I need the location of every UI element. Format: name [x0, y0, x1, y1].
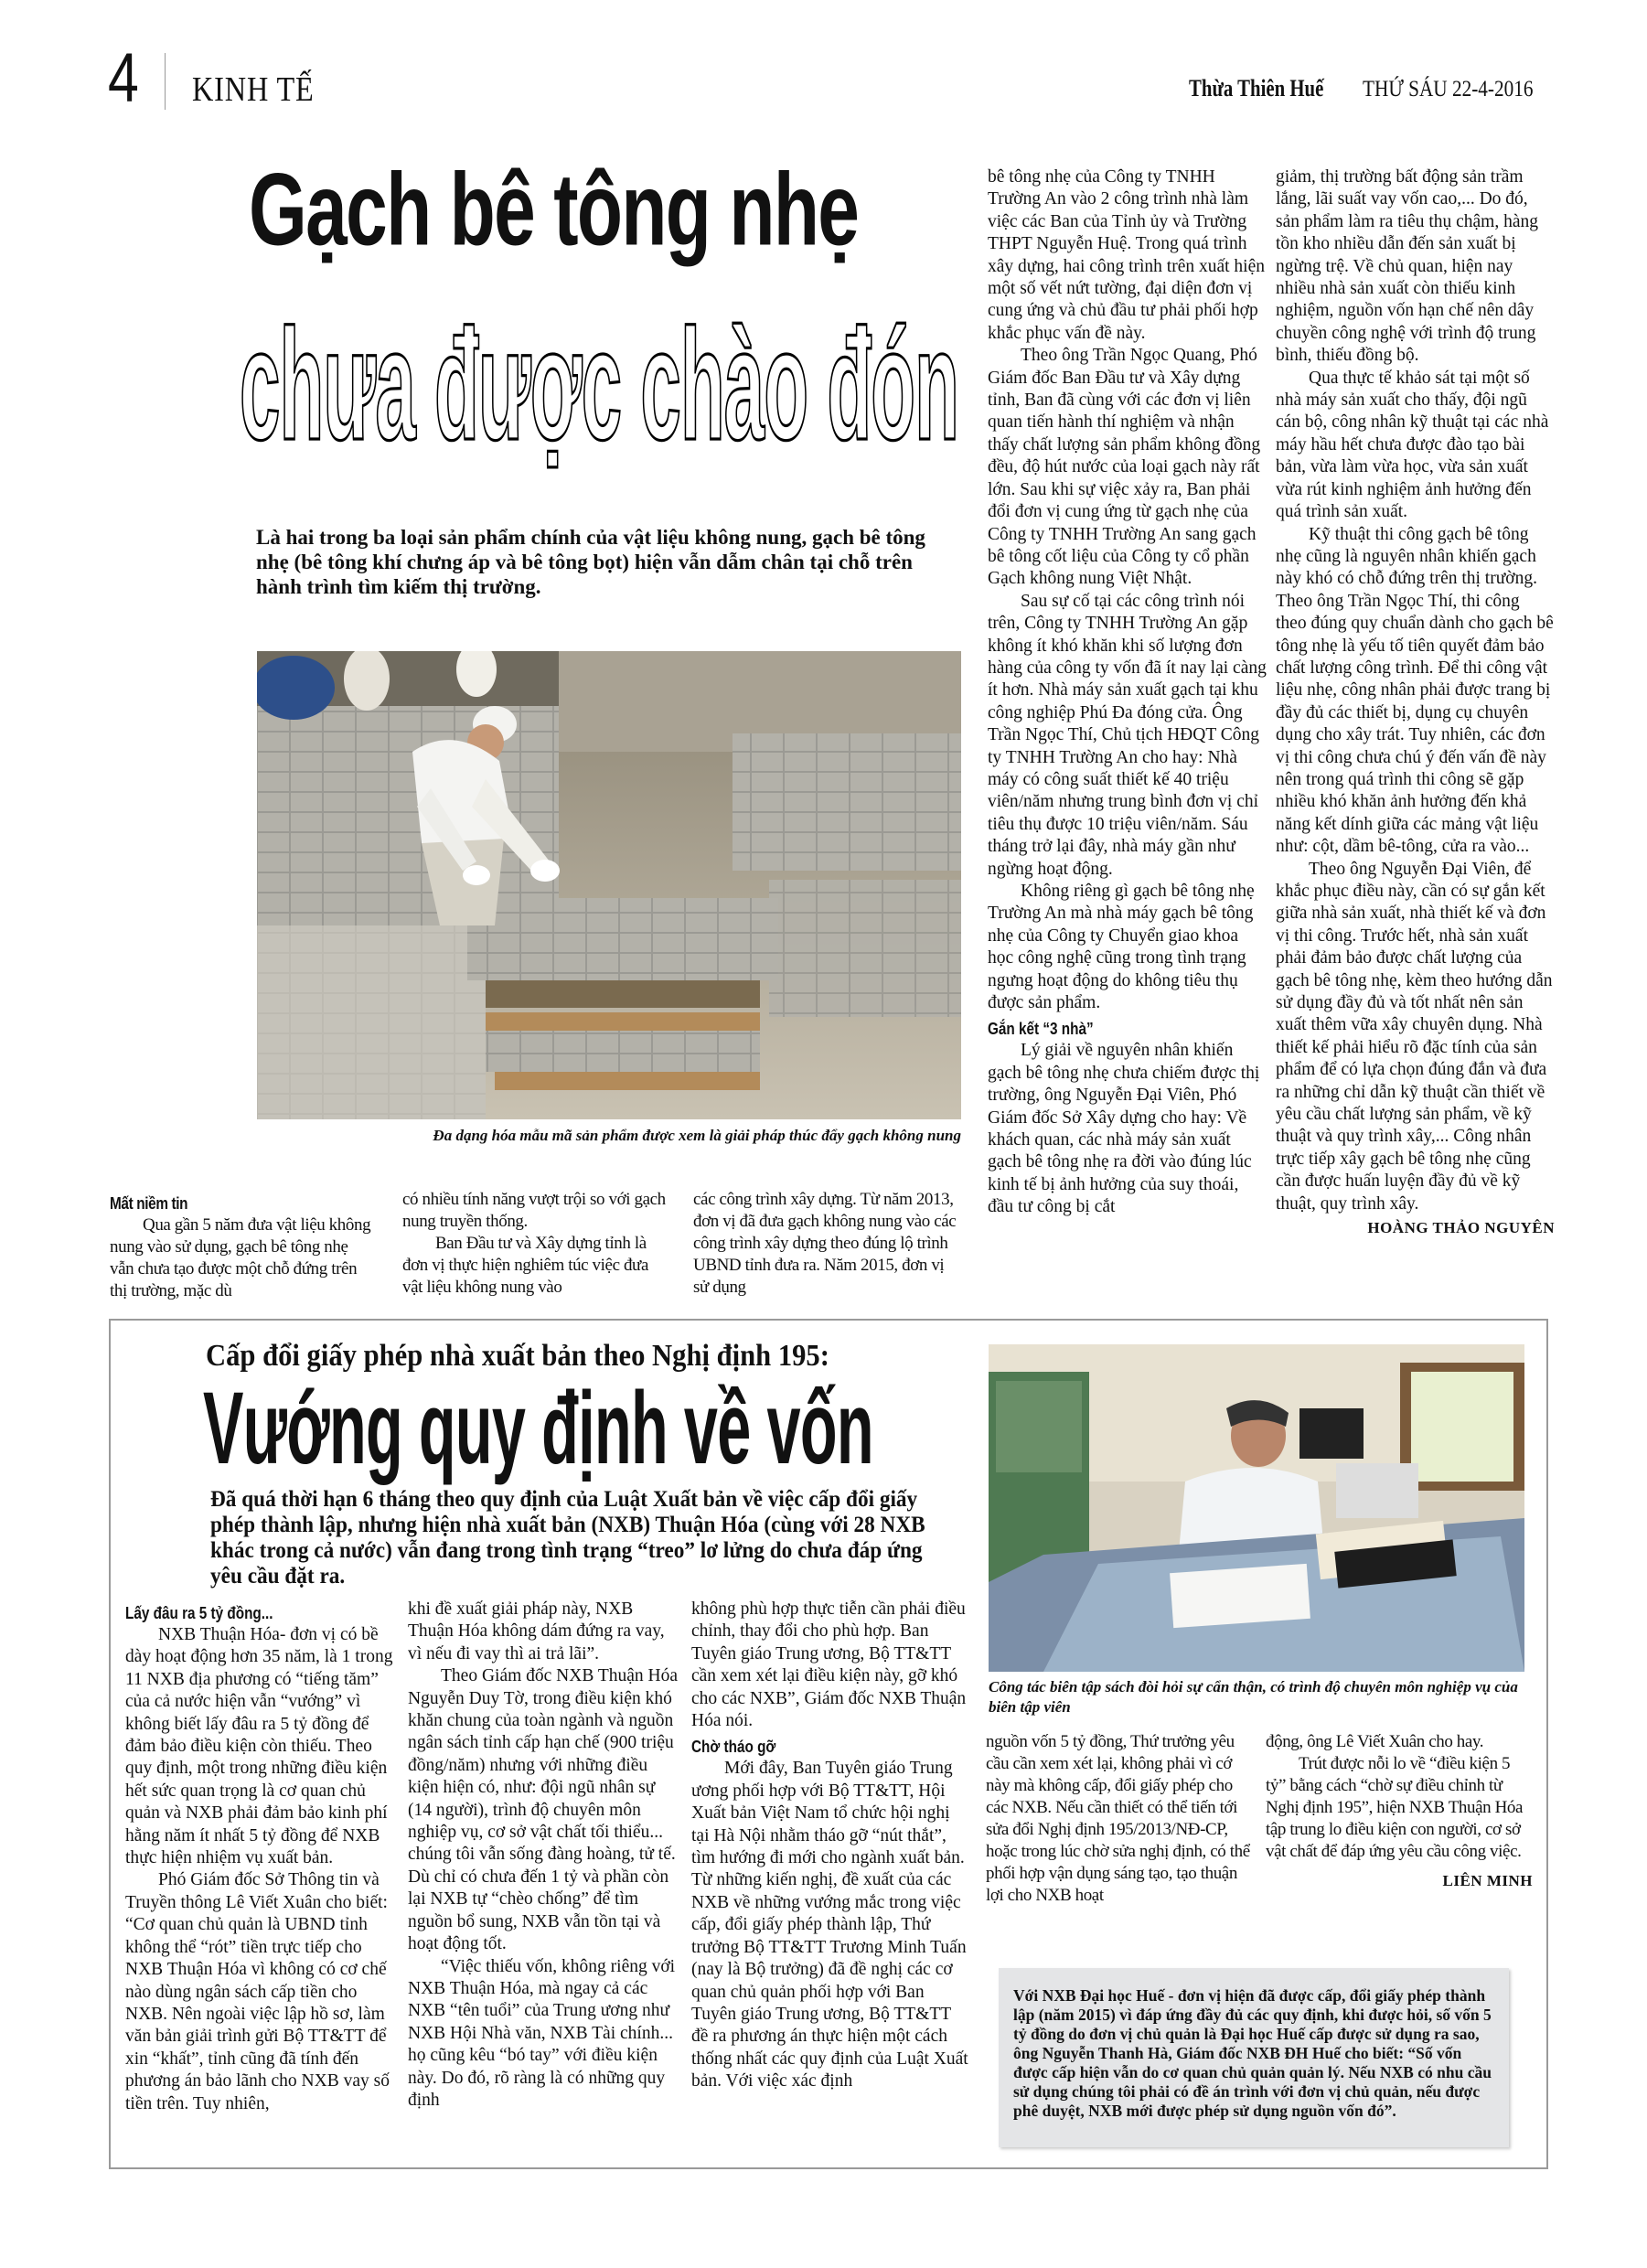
paragraph: khi đề xuất giải pháp này, NXB Thuận Hóa không dám đứng ra vay, vì nếu đi vay thì ai trả lãi”. — [408, 1599, 665, 1664]
subheading: Lấy đâu ra 5 tỷ đồng... — [125, 1604, 273, 1622]
paragraph: “Việc thiếu vốn, không riêng với NXB Thuận Hóa, mà ngay cả các NXB “tên tuổi” của Trung ương như NXB Hội Nhà văn, NXB Tài chính... họ cũng kêu “bó tay” với điều kiện này. Do đó, rõ ràng là có những quy định — [408, 1956, 676, 2110]
article2-byline: LIÊN MINH — [1442, 1872, 1533, 1889]
article1-photo-brick-worker — [257, 651, 961, 1119]
paragraph: Trút được nỗi lo về “điều kiện 5 tỷ” bằng cách “chờ sự điều chỉnh từ Nghị định 195”, hiện NXB Thuận Hóa tập trung lo điều kiện con người, cơ sở vật chất để đáp ứng yêu cầu công việc. — [1266, 1754, 1524, 1861]
article1-column-4 — [988, 166, 1267, 1219]
paragraph: bê tông nhẹ của Công ty TNHH Trường An vào 2 công trình nhà làm việc các Ban của Tỉnh ủy và Trường THPT Nguyễn Huệ. Trong quá trình xây dựng, hai công trình trên xuất hiện một số vết nứt tường, đại diện đơn vị cung ứng và chủ đầu tư phải phối hợp khắc phục vấn đề này. — [988, 167, 1265, 343]
issue-date: THỨ SÁU 22-4-2016 — [1363, 77, 1534, 102]
article1-column-5 — [1276, 166, 1555, 1240]
paragraph: Mới đây, Ban Tuyên giáo Trung ương phối hợp với Bộ TT&TT, Hội Xuất bản Việt Nam tổ chức hội nghị tại Hà Nội nhằm tháo gỡ “nút thắt”, tìm hướng đi mới cho ngành xuất bản. Từ những kiến nghị, đề xuất của các NXB về những vướng mắc trong việc cấp, đổi giấy phép thành lập, Thứ trưởng Bộ TT&TT Trương Minh Tuấn (nay là Bộ trưởng) đã đề nghị các cơ quan chủ quản phối hợp với Ban Tuyên giáo Trung ương, Bộ TT&TT đề ra phương án thực hiện một cách thống nhất các quy định của Luật Xuất bản. Với việc xác định — [691, 1759, 968, 2091]
paragraph: động, ông Lê Viết Xuân cho hay. — [1266, 1732, 1484, 1751]
article2-sidebar-note: Với NXB Đại học Huế - đơn vị hiện đã được cấp, đổi giấy phép thành lập (năm 2015) vì đáp ứng đầy đủ các quy định, khi được hỏi, số vốn 5 tỷ đồng do đơn vị chủ quản là Đại học Huế cấp được sử dụng ra sao, ông Nguyễn Thanh Hà, Giám đốc NXB ĐH Huế cho biết: “Số vốn được cấp hiện vẫn do cơ quan chủ quản quản lý. Nếu NXB có nhu cầu sử dụng chúng tôi phải có đề án trình với đơn vị chủ quản, nếu được phê duyệt, NXB mới được phép sử dụng nguồn vốn đó”. — [999, 1968, 1509, 2147]
paragraph: Theo ông Nguyễn Đại Viên, để khắc phục điều này, cần có sự gắn kết giữa nhà sản xuất, nhà thiết kế và đơn vị thi công. Trước hết, nhà sản xuất phải đảm bảo được chất lượng của gạch bê tông nhẹ, kèm theo hướng dẫn sử dụng đầy đủ và tốt nhất nên sản xuất thêm vữa xây chuyên dụng. Nhà thiết kế phải hiểu rõ đặc tính của sản phẩm để có lựa chọn đúng đắn và đưa ra những chỉ dẫn kỹ thuật cần thiết về yêu cầu chất lượng sản phẩm, về kỹ thuật và quy trình xây,... Công nhân trực tiếp xây gạch bê tông nhẹ cũng cần được huấn luyện đầy đủ về kỹ thuật, quy trình xây. — [1276, 859, 1553, 1214]
article1-title-line2: chưa được chào đón — [240, 295, 958, 473]
article1-lead: Là hai trong ba loại sản phẩm chính của vật liệu không nung, gạch bê tông nhẹ (bê tông khí chưng áp và bê tông bọt) hiện vẫn dẫm chân tại chỗ trên hành trình tìm kiếm thị trường. — [256, 526, 925, 598]
paragraph: Lý giải về nguyên nhân khiến gạch bê tông nhẹ chưa chiếm được thị trường, ông Nguyễn Đại Viên, Phó Giám đốc Sở Xây dựng cho hay: Về khách quan, các nhà máy sản xuất gạch bê tông nhẹ ra đời vào đúng lúc kinh tế bị ảnh hưởng của suy thoái, đầu tư công bị cắt — [988, 1041, 1260, 1217]
article2-column-1 — [125, 1599, 400, 2115]
section-name: KINH TẾ — [192, 70, 315, 109]
article2-column-4 — [986, 1731, 1253, 1907]
paragraph: Không riêng gì gạch bê tông nhẹ Trường An mà nhà máy gạch bê tông nhẹ của Công ty Chuyển giao khoa học công nghệ cũng trong tình trạng ngưng hoạt động do không tiêu thụ được sản phẩm. — [988, 882, 1255, 1013]
paragraph: Theo Giám đốc NXB Thuận Hóa Nguyễn Duy Tờ, trong điều kiện khó khăn chung của toàn ngành và nguồn ngân sách tỉnh cấp hạn chế (900 triệu đồng/năm) nhưng với những điều kiện hiện có, như: đội ngũ nhân sự (14 người), trình độ chuyên môn nghiệp vụ, cơ sở vật chất tối thiểu... chúng tôi vẫn sống đàng hoàng, tử tế. Dù chỉ có chưa đến 1 tỷ và phần còn lại NXB tự “chèo chống” để tìm nguồn bổ sung, NXB vẫn tồn tại và hoạt động tốt. — [408, 1666, 679, 1954]
article1-column-3 — [693, 1189, 963, 1299]
article1-photo-caption: Đa dạng hóa mẫu mã sản phẩm được xem là giải pháp thúc đẩy gạch không nung — [433, 1127, 961, 1144]
subheading: Chờ tháo gỡ — [691, 1738, 776, 1757]
paragraph: các công trình xây dựng. Từ năm 2013, đơn vị đã đưa gạch không nung vào các công trình xây dựng theo đúng lộ trình UBND tỉnh đưa ra. Năm 2015, đơn vị sử dụng — [693, 1190, 957, 1297]
article2-title: Vướng quy định về vốn — [203, 1371, 873, 1486]
article2-column-5 — [1266, 1731, 1533, 1892]
article1-byline: HOÀNG THẢO NGUYÊN — [1367, 1219, 1555, 1237]
article2-photo-editor-at-desk — [989, 1344, 1524, 1672]
newspaper-name: Thừa Thiên Huế — [1189, 75, 1324, 102]
paragraph: Phó Giám đốc Sở Thông tin và Truyền thông Lê Viết Xuân cho biết: “Cơ quan chủ quản là UBND tỉnh không thể “rót” tiền trực tiếp cho NXB Thuận Hóa vì không có cơ chế nào dùng ngân sách cấp tiền cho NXB. Nên ngoài việc lập hồ sơ, làm văn bản giải trình gửi Bộ TT&TT để xin “khất”, tỉnh cũng đã tính đến phương án bảo lãnh cho NXB vay số tiền trên. Tuy nhiên, — [125, 1870, 390, 2113]
paragraph: Sau sự cố tại các công trình nói trên, Công ty TNHH Trường An gặp không ít khó khăn khi số lượng đơn hàng của công ty vốn đã ít nay lại càng ít hơn. Nhà máy sản xuất gạch tại khu công nghiệp Phú Đa đóng cửa. Ông Trần Ngọc Thí, Chủ tịch HĐQT Công ty TNHH Trường An cho hay: Nhà máy có công suất thiết kế 40 triệu viên/năm nhưng trung bình đơn vị chỉ tiêu thụ được 10 triệu viên/năm. Sáu tháng trở lại đây, nhà máy gần như ngừng hoạt động. — [988, 591, 1267, 879]
article1-column-1 — [110, 1189, 375, 1302]
article2-column-2 — [408, 1599, 682, 2112]
paragraph: Qua gần 5 năm đưa vật liệu không nung vào sử dụng, gạch bê tông nhẹ vẫn chưa tạo được một chỗ đứng trên thị trường, mặc dù — [110, 1215, 371, 1300]
article1-title-line1: Gạch bê tông nhẹ — [249, 152, 859, 268]
article2-photo-caption: Công tác biên tập sách đòi hỏi sự cẩn thận, có trình độ chuyên môn nghiệp vụ của biên tập viên — [989, 1678, 1518, 1716]
article1-column-2 — [402, 1189, 668, 1299]
paragraph: có nhiều tính năng vượt trội so với gạch nung truyền thống. — [402, 1190, 666, 1231]
page-number: 4 — [108, 39, 139, 117]
paragraph: giảm, thị trường bất động sản trầm lắng, lãi suất vay vốn cao,... Do đó, sản phẩm làm ra tiêu thụ chậm, hàng tồn kho nhiều dẫn đến sản xuất bị ngừng trệ. Về chủ quan, hiện nay nhiều nhà sản xuất còn thiếu kinh nghiệm, nguồn vốn hạn chế nên dây chuyền công nghệ với trình độ trung bình, thiếu đồng bộ. — [1276, 167, 1538, 366]
paragraph: nguồn vốn 5 tỷ đồng, Thứ trưởng yêu cầu cần xem xét lại, không phải vì cớ này mà không cấp, đổi giấy phép cho các NXB. Nếu cần thiết có thể tiến tới sửa đổi Nghị định 195/2013/NĐ-CP, hoặc trong lúc chờ sửa nghị định, có thể phối hợp vận dụng sáng tạo, tạo thuận lợi cho NXB hoạt — [986, 1732, 1250, 1905]
article2-lead: Đã quá thời hạn 6 tháng theo quy định của Luật Xuất bản về việc cấp đổi giấy phép thành lập, nhưng hiện nhà xuất bản (NXB) Thuận Hóa (cùng với 28 NXB khác trong cả nước) vẫn đang trong tình trạng “treo” lơ lửng do chưa đáp ứng yêu cầu đặt ra. — [210, 1487, 925, 1589]
subheading: Mất niềm tin — [110, 1194, 188, 1213]
paragraph: Ban Đầu tư và Xây dựng tỉnh là đơn vị thực hiện nghiêm túc việc đưa vật liệu không nung vào — [402, 1234, 648, 1297]
article2-kicker: Cấp đổi giấy phép nhà xuất bản theo Nghị định 195: — [206, 1339, 829, 1373]
article2-column-5-body — [1266, 1731, 1533, 1863]
article2-column-3 — [691, 1599, 970, 2093]
subheading: Gắn kết “3 nhà” — [988, 1020, 1094, 1039]
header-divider — [165, 53, 166, 110]
paragraph: Theo ông Trần Ngọc Quang, Phó Giám đốc Ban Đầu tư và Xây dựng tỉnh, Ban đã cùng với các đơn vị liên quan tiến hành thí nghiệm và nhận thấy chất lượng sản phẩm không đồng đều, độ hút nước của loại gạch này rất lớn. Sau khi sự việc xảy ra, Ban phải đổi đơn vị cung ứng từ gạch nhẹ của Công ty TNHH Trường An sang gạch bê tông cốt liệu của Công ty cổ phần Gạch không nung Việt Nhật. — [988, 346, 1261, 589]
article1-column-5-body — [1276, 166, 1555, 1215]
paragraph: Kỹ thuật thi công gạch bê tông nhẹ cũng là nguyên nhân khiến gạch này khó có chỗ đứng trên thị trường. Theo ông Trần Ngọc Thí, thi công theo đúng quy chuẩn dành cho gạch bê tông nhẹ là yếu tố tiên quyết đảm bảo chất lượng công trình. Để thi công vật liệu nhẹ, công nhân phải được trang bị đầy đủ các thiết bị, dụng cụ chuyên dụng cho xây trát. Tuy nhiên, các đơn vị thi công chưa chú ý đến vấn đề này nên trong quá trình thi công sẽ gặp nhiều khó khăn ảnh hưởng đến khả năng kết dính giữa các mảng vật liệu như: cột, dầm bê-tông, cửa ra vào... — [1276, 524, 1554, 857]
paragraph: NXB Thuận Hóa- đơn vị có bề dày hoạt động hơn 35 năm, là 1 trong 11 NXB địa phương có “tiếng tăm” của cả nước hiện vẫn “vướng” vì không biết lấy đâu ra 5 tỷ đồng để đảm bảo điều kiện còn thiếu. Theo quy định, một trong những điều kiện hết sức quan trọng là cơ quan chủ quản và NXB phải đảm bảo kinh phí hằng năm ít nhất 5 tỷ đồng để NXB thực hiện nhiệm vụ xuất bản. — [125, 1625, 393, 1868]
paragraph: Qua thực tế khảo sát tại một số nhà máy sản xuất cho thấy, đội ngũ cán bộ, công nhân kỹ thuật tại các nhà máy hầu hết chưa được đào tạo bài bản, vừa làm vừa học, vừa sản xuất vừa rút kinh nghiệm ảnh hưởng đến quá trình sản xuất. — [1276, 368, 1549, 522]
paragraph: không phù hợp thực tiễn cần phải điều chỉnh, thay đổi cho phù hợp. Ban Tuyên giáo Trung ương, Bộ TT&TT cần xem xét lại điều kiện này, gỡ khó cho các NXB”, Giám đốc NXB Thuận Hóa nói. — [691, 1599, 967, 1731]
